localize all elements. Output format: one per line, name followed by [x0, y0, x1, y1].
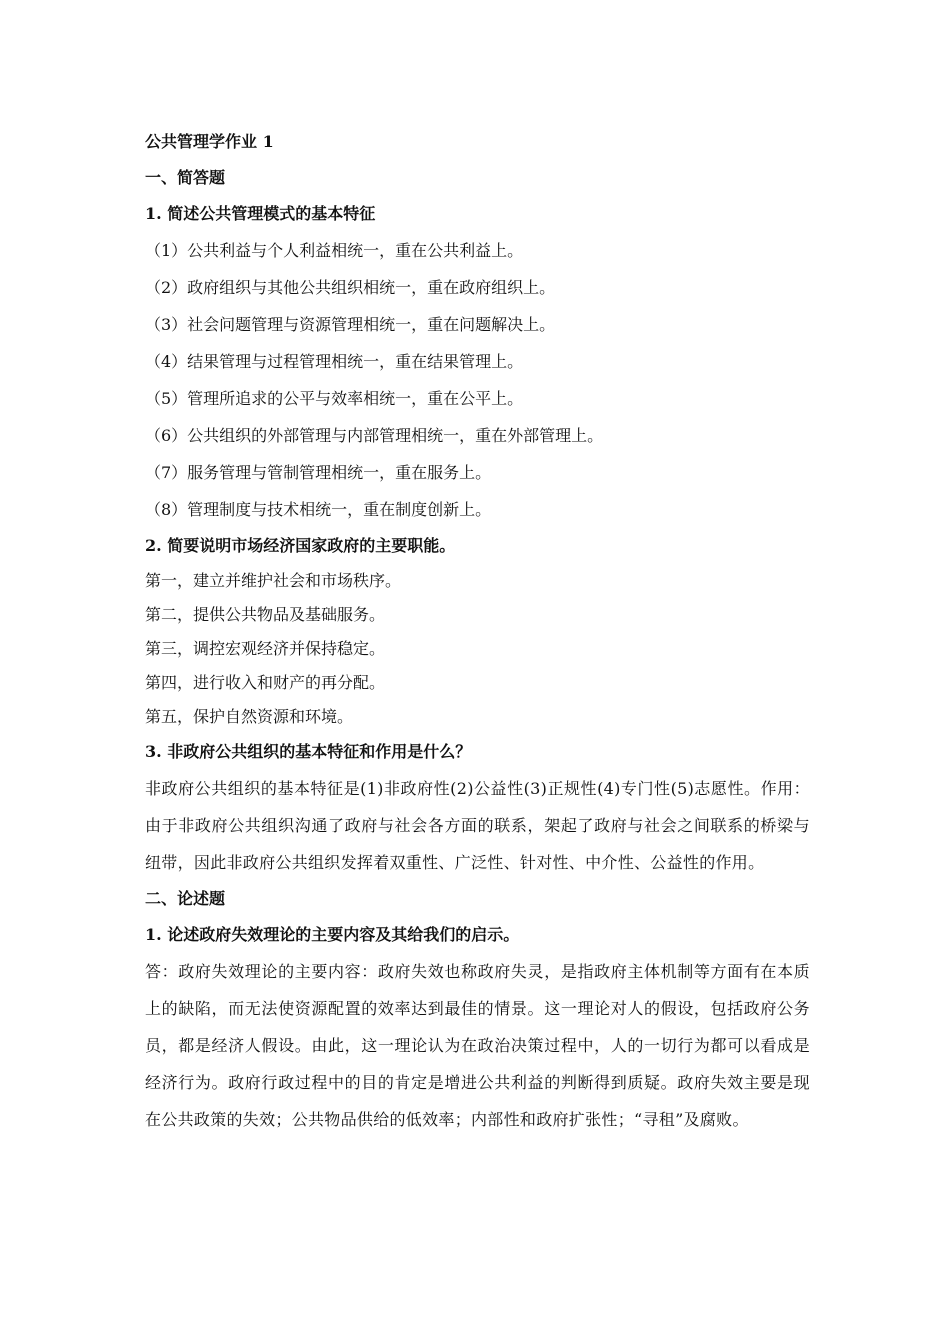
q3-answer-paragraph: 非政府公共组织的基本特征是(1)非政府性(2)公益性(3)正规性(4)专门性(5)志愿性。作用：由于非政府公共组织沟通了政府与社会各方面的联系，架起了政府与社会之间联系的桥梁与纽带，因此非政府公共组织发挥着双重性、广泛性、针对性、中介性、公益性的作用。	[145, 779, 810, 872]
q1-item-4: （4）结果管理与过程管理相统一，重在结果管理上。	[145, 352, 524, 371]
question-2-heading: 2. 简要说明市场经济国家政府的主要职能。	[145, 536, 456, 555]
q2-item-3: 第三，调控宏观经济并保持稳定。	[145, 639, 386, 658]
section-heading-short-answer: 一、简答题	[145, 168, 226, 187]
q2-item-1: 第一，建立并维护社会和市场秩序。	[145, 571, 402, 590]
document-title: 公共管理学作业 1	[145, 132, 274, 151]
q1-item-1: （1）公共利益与个人利益相统一，重在公共利益上。	[145, 241, 524, 260]
q1-item-3: （3）社会问题管理与资源管理相统一，重在问题解决上。	[145, 315, 556, 334]
q2-item-4: 第四，进行收入和财产的再分配。	[145, 673, 386, 692]
essay-question-1-heading: 1. 论述政府失效理论的主要内容及其给我们的启示。	[145, 925, 520, 944]
q1-item-5: （5）管理所追求的公平与效率相统一，重在公平上。	[145, 389, 524, 408]
document-body	[145, 124, 810, 1138]
q2-item-5: 第五，保护自然资源和环境。	[145, 707, 354, 726]
question-1-heading: 1. 简述公共管理模式的基本特征	[145, 204, 376, 223]
q1-item-7: （7）服务管理与管制管理相统一，重在服务上。	[145, 463, 492, 482]
q1-item-2: （2）政府组织与其他公共组织相统一，重在政府组织上。	[145, 278, 556, 297]
q1-item-8: （8）管理制度与技术相统一，重在制度创新上。	[145, 500, 492, 519]
essay-q1-answer-paragraph: 答：政府失效理论的主要内容：政府失效也称政府失灵，是指政府主体机制等方面有在本质上的缺陷，而无法使资源配置的效率达到最佳的情景。这一理论对人的假设，包括政府公务员，都是经济人假设。由此，这一理论认为在政治决策过程中，人的一切行为都可以看成是经济行为。政府行政过程中的目的肯定是增进公共利益的判断得到质疑。政府失效主要是现在公共政策的失效；公共物品供给的低效率；内部性和政府扩张性；“寻租”及腐败。	[145, 962, 810, 1129]
section-heading-essay: 二、论述题	[145, 889, 226, 908]
q1-item-6: （6）公共组织的外部管理与内部管理相统一，重在外部管理上。	[145, 426, 604, 445]
q2-item-2: 第二，提供公共物品及基础服务。	[145, 605, 386, 624]
question-3-heading: 3. 非政府公共组织的基本特征和作用是什么？	[145, 742, 472, 761]
